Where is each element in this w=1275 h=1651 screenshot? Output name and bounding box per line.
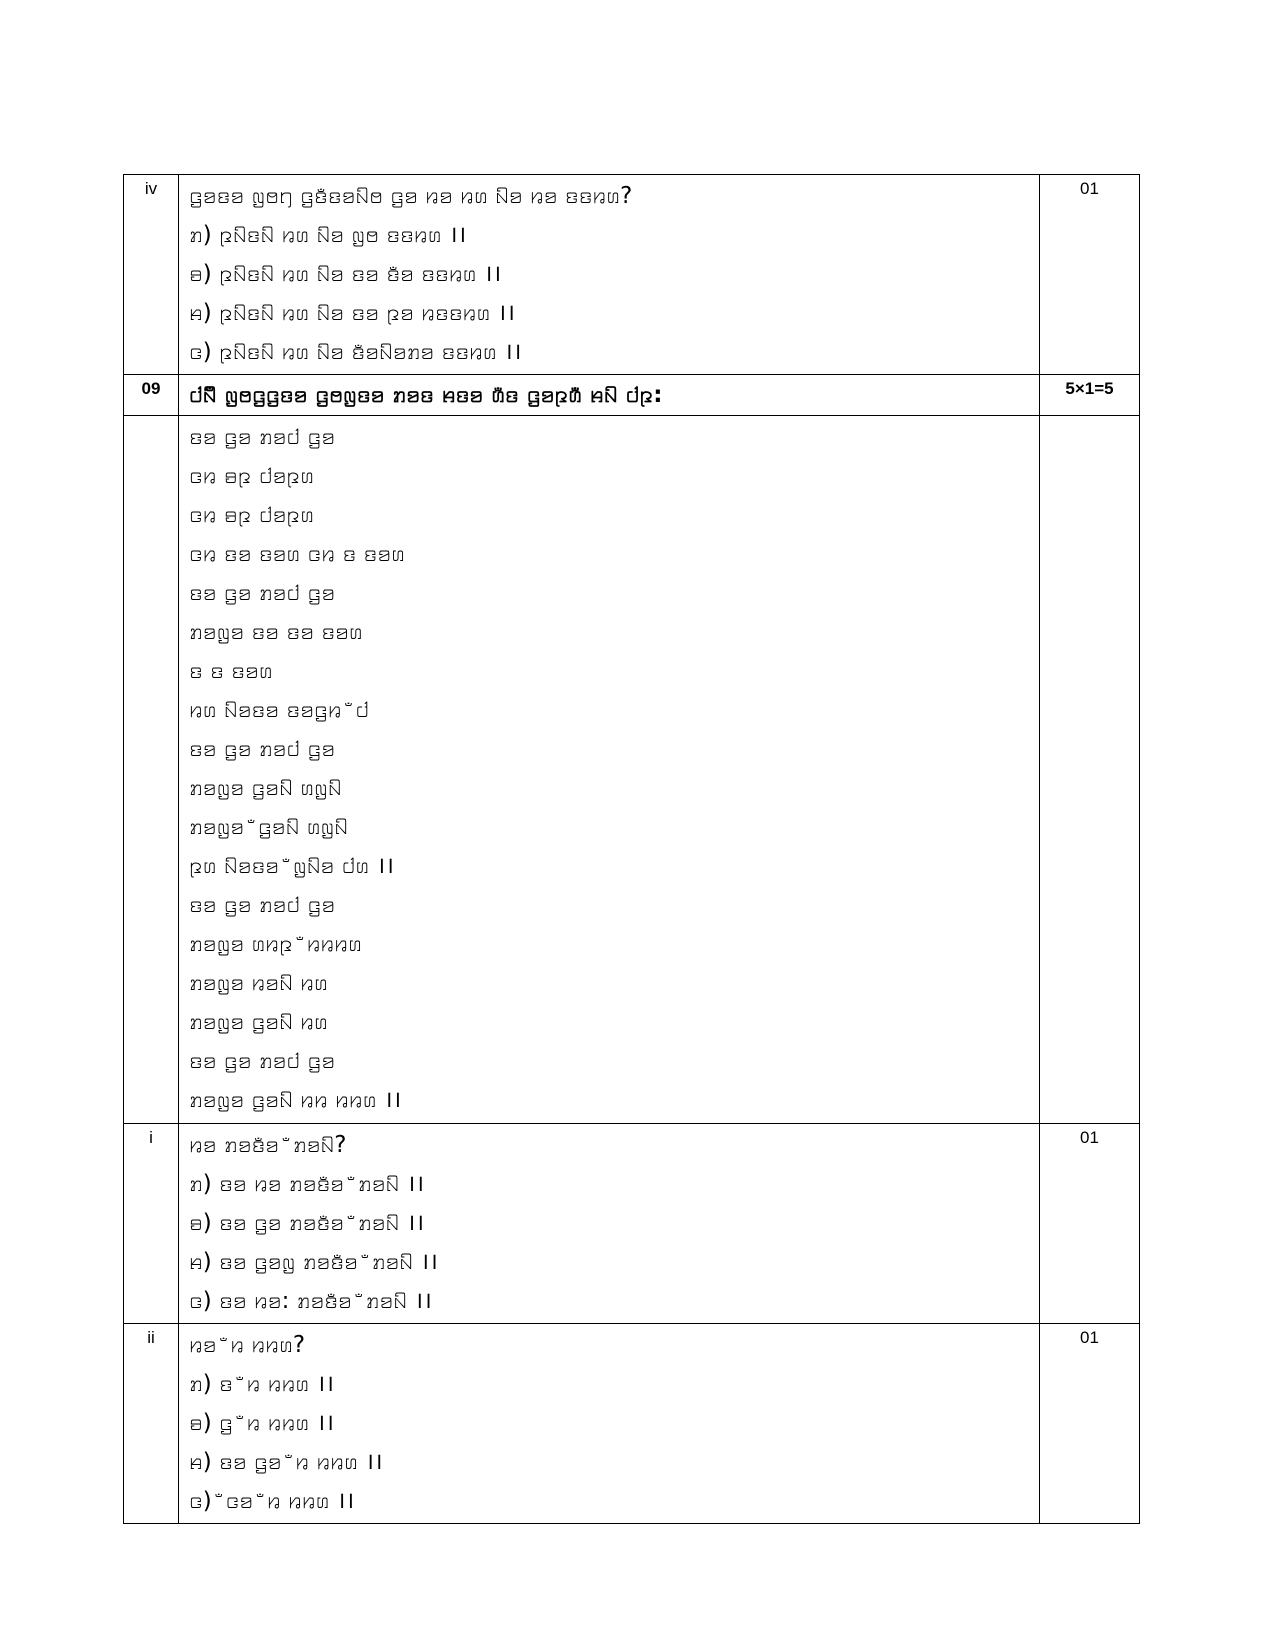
poem-line: ꤊꤤꤜꤤ ꤙꤤꤡ ꤙꤛ — [189, 970, 328, 996]
question-marks: 5×1=5 — [1040, 375, 1140, 416]
question-number: iv — [124, 175, 179, 375]
poem-line: ꤊꤤꤜꤤ ꤪꤞꤤꤡ ꤛꤜꤡ — [189, 814, 349, 840]
question-row-ii — [124, 1324, 1140, 1524]
option-d: ꤍ) ꤢꤤ ꤙꤤ: ꤊꤤꤢꤪꤤ ꤪꤊꤤꤡ ।। — [189, 1288, 432, 1314]
question-row-09 — [124, 375, 1140, 416]
poem-row — [124, 416, 1140, 1124]
empty-cell — [124, 416, 179, 1124]
poem-passage — [179, 416, 1040, 1124]
option-c: ꤌ) ꤢꤤ ꤞꤤꤜ ꤊꤤꤢꤪꤤ ꤪꤊꤤꤡ ।। — [189, 1249, 438, 1275]
option-a: ꤊ) ꤢ ꤪꤙ ꤙꤙꤛ ।। — [189, 1371, 334, 1397]
poem-line: ꤍꤙ ꤋꤐ ꤓꤤꤐꤛ — [189, 502, 315, 528]
poem-line: ꤊꤤꤜꤤ ꤛꤙꤐ ꤪꤙꤙꤙꤛ — [189, 931, 362, 957]
empty-cell — [1040, 416, 1140, 1124]
poem-line: ꤊꤤꤜꤤ ꤞꤤꤡ ꤙꤛ — [189, 1009, 328, 1035]
question-marks: 01 — [1040, 175, 1140, 375]
poem-line: ꤢꤤ ꤞꤤ ꤊꤤꤓ ꤞꤤ — [189, 424, 336, 450]
option-c: ꤌ) ꤢꤤ ꤞꤤ ꤪꤙ ꤙꤙꤛ ।। — [189, 1449, 383, 1475]
poem-line: ꤢ ꤢ ꤢꤤꤛ — [189, 658, 273, 684]
poem-line: ꤍꤙ ꤋꤐ ꤓꤤꤐꤛ — [189, 463, 315, 489]
question-heading: ꤓꤡꤪ ꤜꤥꤞꤞꤢꤤ ꤞꤥꤜꤢꤤ ꤊꤤꤢ ꤌꤢꤤ ꤛꤪꤢ ꤞꤤꤐꤛꤪꤪ ꤌꤡ ꤓꤐ: — [189, 382, 663, 408]
option-c: ꤌ) ꤐꤡꤢꤡ ꤙꤛ ꤡꤤ ꤢꤤ ꤐꤤ ꤙꤢꤢꤙꤛ ।। — [189, 300, 515, 326]
poem-line: ꤊꤤꤜꤤ ꤢꤤ ꤢꤤ ꤢꤤꤛ — [189, 619, 363, 645]
option-a: ꤊ) ꤐꤡꤢꤡ ꤙꤛ ꤡꤤ ꤜꤥ ꤢꤢꤙꤛ ।। — [189, 222, 467, 248]
question-row-iv — [124, 175, 1140, 375]
poem-line: ꤢꤤ ꤞꤤ ꤊꤤꤓ ꤞꤤ — [189, 736, 336, 762]
option-d: ꤍ) ꤪꤍꤤ ꤪꤙ ꤙꤙꤛ ।। — [189, 1488, 355, 1514]
question-marks: 01 — [1040, 1324, 1140, 1524]
question-table — [123, 174, 1140, 1524]
option-d: ꤍ) ꤐꤡꤢꤡ ꤙꤛ ꤡꤤ ꤢꤪꤤꤡꤤꤊꤤ ꤢꤢꤙꤛ ।। — [189, 339, 522, 365]
question-row-i — [124, 1124, 1140, 1324]
question-number: ii — [124, 1324, 179, 1524]
option-b: ꤋ) ꤐꤡꤢꤡ ꤙꤛ ꤡꤤ ꤢꤤ ꤢꤪꤤ ꤢꤢꤙꤛ ।। — [189, 261, 502, 287]
poem-line: ꤊꤤꤜꤤ ꤞꤤꤡ ꤙꤙ ꤙꤙꤛ ।। — [189, 1087, 402, 1113]
question-number: 09 — [124, 375, 179, 416]
option-a: ꤊ) ꤢꤤ ꤙꤤ ꤊꤤꤢꤪꤤ ꤪꤊꤤꤡ ।। — [189, 1171, 425, 1197]
option-b: ꤋ) ꤞ ꤪꤙ ꤙꤙꤛ ।। — [189, 1410, 334, 1436]
question-text: ꤙꤤ ꤊꤤꤢꤪꤤ ꤪꤊꤤꤡ? — [189, 1132, 347, 1158]
question-text: ꤙꤤ ꤪꤙ ꤙꤙꤛ? — [189, 1332, 306, 1358]
question-content — [179, 1124, 1040, 1324]
poem-line: ꤊꤤꤜꤤ ꤞꤤꤡ ꤛꤜꤡ — [189, 775, 342, 801]
question-marks: 01 — [1040, 1124, 1140, 1324]
poem-line: ꤙꤛ ꤡꤤꤢꤤ ꤢꤤꤞꤙ ꤪꤓ — [189, 697, 370, 723]
poem-line: ꤍꤙ ꤢꤤ ꤢꤤꤛ ꤍꤙ ꤢ ꤢꤤꤛ — [189, 541, 405, 567]
question-content — [179, 375, 1040, 416]
option-b: ꤋ) ꤢꤤ ꤞꤤ ꤊꤤꤢꤪꤤ ꤪꤊꤤꤡ ।। — [189, 1210, 425, 1236]
question-content — [179, 1324, 1040, 1524]
poem-line: ꤢꤤ ꤞꤤ ꤊꤤꤓ ꤞꤤ — [189, 1048, 336, 1074]
question-number: i — [124, 1124, 179, 1324]
poem-line: ꤢꤤ ꤞꤤ ꤊꤤꤓ ꤞꤤ — [189, 580, 336, 606]
poem-line: ꤐꤛ ꤡꤤꤢꤤ ꤪꤜꤡꤤ ꤓꤛ ।। — [189, 853, 394, 879]
poem-line: ꤢꤤ ꤞꤤ ꤊꤤꤓ ꤞꤤ — [189, 892, 336, 918]
question-content — [179, 175, 1040, 375]
question-text: ꤞꤤꤢꤤ ꤜꤥꤚ ꤞꤢꤪꤢꤤꤡꤥ ꤞꤤ ꤙꤤ ꤙꤛ ꤡꤤ ꤙꤤ ꤢꤢꤙꤛ? — [189, 183, 633, 209]
